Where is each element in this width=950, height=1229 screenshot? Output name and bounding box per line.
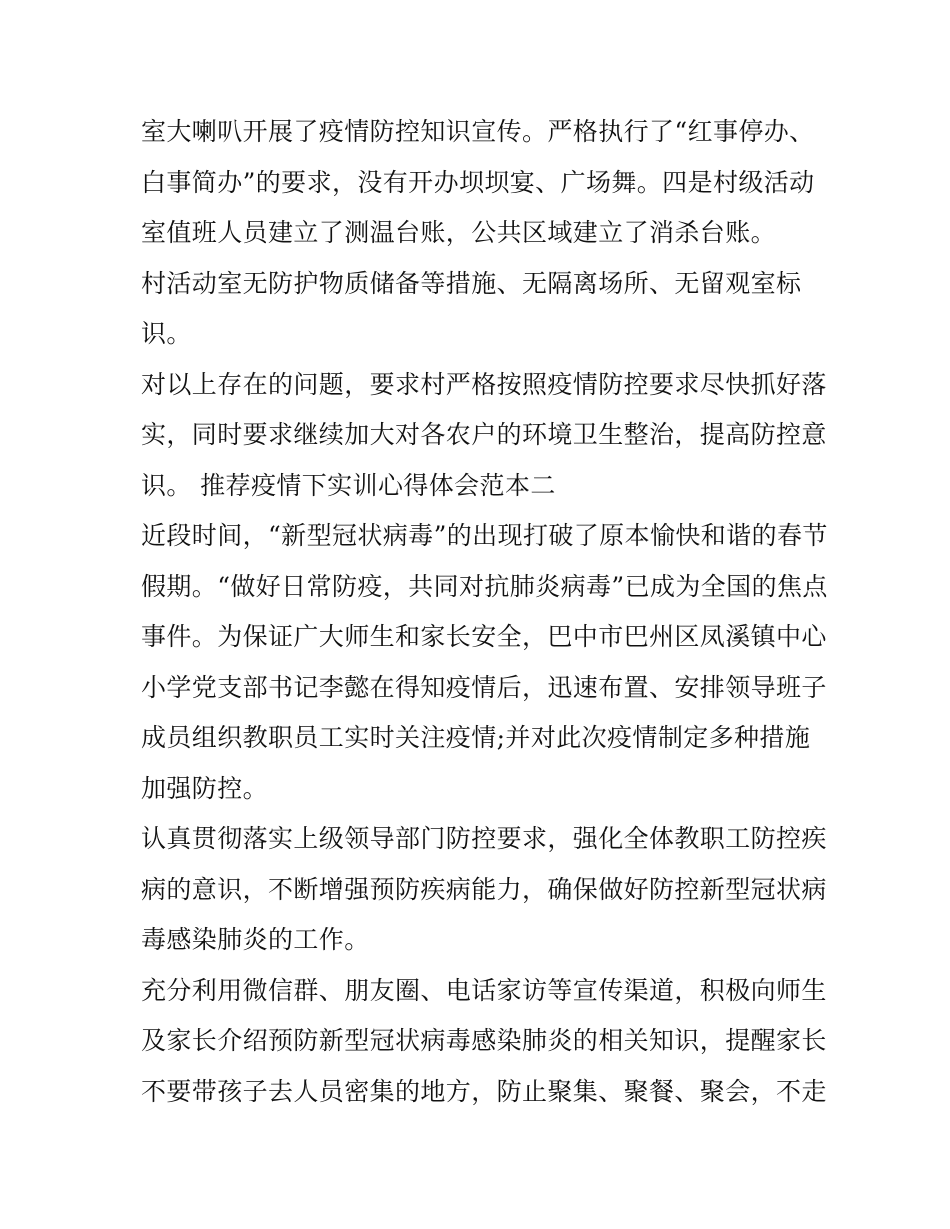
text-line: 识。 [141,319,192,348]
text-line: 室值班人员建立了测温台账，公共区域建立了消杀台账。 [141,218,777,247]
text-line: 充分利用微信群、朋友圈、电话家访等宣传渠道，积极向师生 [141,975,827,1005]
text-line: 事件。为保证广大师生和家长安全，巴中市巴州区凤溪镇中心 [141,622,827,651]
text-line: 实，同时要求继续加大对各农户的环境卫生整治，提高防控意 [141,420,827,449]
text-line: 识。 推荐疫情下实训心得体会范本二 [141,470,556,500]
text-line: 病的意识，不断增强预防疾病能力，确保做好防控新型冠状病 [141,874,827,904]
text-line: 毒感染肺炎的工作。 [141,925,370,954]
text-line: 及家长介绍预防新型冠状病毒感染肺炎的相关知识，提醒家长 [141,1026,827,1055]
text-line: 成员组织教职员工实时关注疫情;并对此次疫情制定多种措施 [141,723,811,752]
text-line: 村活动室无防护物质储备等措施、无隔离场所、无留观室标 [141,268,802,298]
document-body [141,107,828,1117]
text-line: 小学党支部书记李懿在得知疫情后，迅速布置、安排领导班子 [141,672,827,702]
text-line: 白事简办”的要求，没有开办坝坝宴、广场舞。四是村级活动 [141,167,815,197]
text-line: 对以上存在的问题，要求村严格按照疫情防控要求尽快抓好落 [141,369,827,399]
text-line: 不要带孩子去人员密集的地方，防止聚集、聚餐、聚会，不走 [141,1076,827,1106]
text-line: 近段时间，“新型冠状病毒”的出现打破了原本愉快和谐的春节 [141,521,828,550]
text-line: 室大喇叭开展了疫情防控知识宣传。严格执行了“红事停办、 [141,117,815,146]
text-line: 加强防控。 [141,773,269,803]
text-line: 认真贯彻落实上级领导部门防控要求，强化全体教职工防控疾 [141,824,827,853]
text-line: 假期。“做好日常防疫，共同对抗肺炎病毒”已成为全国的焦点 [141,571,828,601]
